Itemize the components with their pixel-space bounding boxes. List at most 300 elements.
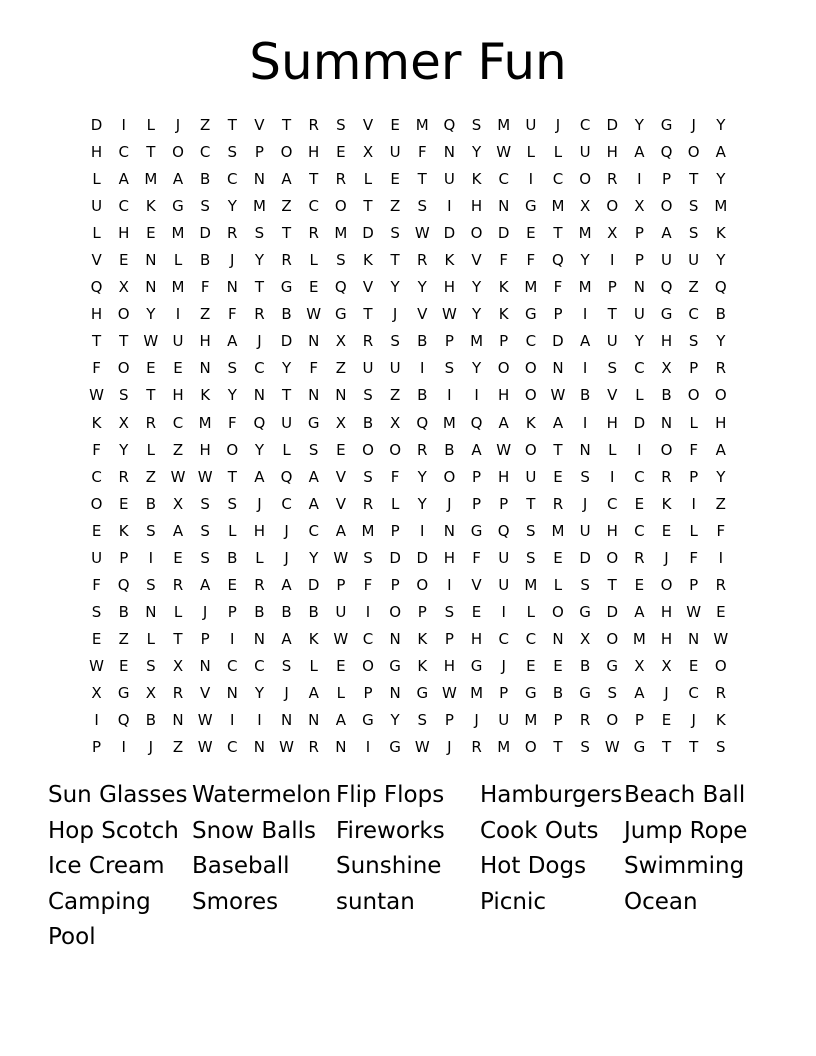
- grid-letter: W: [496, 143, 512, 162]
- grid-letter: M: [524, 711, 538, 730]
- grid-letter: O: [606, 197, 619, 216]
- grid-letter: R: [362, 494, 374, 513]
- grid-letter: T: [146, 386, 156, 405]
- grid-letter: P: [689, 467, 699, 486]
- grid-letter: S: [526, 521, 536, 540]
- grid-letter: T: [526, 494, 536, 513]
- grid-letter: Q: [470, 413, 483, 432]
- grid-letter: K: [417, 656, 428, 675]
- grid-letter: U: [389, 143, 401, 162]
- grid-letter: E: [661, 711, 672, 730]
- grid-letter: I: [175, 305, 181, 324]
- word-list-item: Hot Dogs: [480, 853, 587, 880]
- grid-row: [83, 410, 735, 437]
- grid-row: [83, 247, 735, 274]
- grid-letter: E: [634, 575, 645, 594]
- grid-letter: H: [498, 467, 510, 486]
- grid-letter: S: [91, 602, 102, 621]
- grid-letter: B: [199, 170, 211, 189]
- grid-letter: G: [307, 413, 320, 432]
- grid-letter: F: [200, 278, 210, 297]
- grid-letter: M: [524, 278, 538, 297]
- grid-letter: J: [501, 656, 506, 675]
- grid-letter: A: [579, 332, 591, 351]
- grid-letter: S: [200, 521, 210, 540]
- grid-letter: E: [553, 548, 563, 567]
- grid-letter: A: [254, 467, 265, 486]
- grid-letter: I: [691, 494, 696, 513]
- grid-letter: N: [199, 656, 211, 675]
- grid-letter: Z: [199, 116, 211, 134]
- grid-letter: V: [335, 467, 346, 486]
- grid-letter: P: [634, 711, 644, 730]
- grid-letter: S: [363, 386, 373, 405]
- grid-letter: B: [444, 440, 455, 459]
- grid-letter: T: [91, 332, 102, 351]
- grid-letter: N: [145, 278, 157, 297]
- grid-letter: X: [661, 359, 672, 378]
- grid-letter: T: [689, 738, 699, 757]
- grid-letter: O: [687, 143, 700, 162]
- grid-letter: B: [661, 386, 672, 405]
- grid-letter: H: [660, 629, 673, 648]
- grid-letter: R: [607, 170, 618, 189]
- grid-letter: H: [606, 143, 618, 162]
- grid-letter: W: [89, 656, 104, 675]
- word-list-item: Sun Glasses: [48, 782, 188, 808]
- grid-letter: D: [552, 332, 564, 351]
- grid-letter: T: [689, 170, 699, 189]
- grid-letter: Q: [117, 711, 130, 730]
- grid-letter: I: [365, 602, 371, 621]
- grid-row: [83, 491, 735, 518]
- grid-letter: D: [307, 575, 320, 594]
- word-list-item: Swimming: [624, 853, 745, 880]
- grid-letter: A: [634, 602, 645, 621]
- grid-letter: X: [607, 224, 618, 243]
- grid-letter: J: [691, 116, 696, 134]
- grid-letter: E: [526, 224, 536, 243]
- grid-letter: C: [118, 197, 129, 216]
- grid-letter: F: [526, 251, 536, 270]
- grid-letter: S: [580, 575, 590, 594]
- grid-letter: O: [660, 575, 673, 594]
- grid-letter: B: [579, 386, 591, 405]
- grid-letter: R: [715, 575, 727, 594]
- grid-letter: G: [525, 683, 537, 702]
- grid-letter: W: [550, 386, 566, 405]
- grid-letter: I: [257, 711, 262, 730]
- grid-letter: E: [661, 521, 672, 540]
- grid-letter: S: [146, 521, 156, 540]
- grid-letter: L: [689, 521, 698, 540]
- grid-letter: J: [230, 251, 235, 270]
- grid-letter: Q: [660, 278, 673, 297]
- grid-letter: B: [281, 602, 292, 621]
- grid-letter: W: [143, 332, 159, 351]
- grid-letter: R: [715, 683, 727, 702]
- grid-letter: C: [118, 143, 129, 162]
- word-list-item: Ice Cream: [48, 853, 165, 880]
- grid-letter: E: [308, 278, 319, 297]
- grid-letter: W: [197, 738, 213, 757]
- grid-row: [83, 572, 735, 599]
- grid-letter: A: [498, 413, 509, 432]
- grid-letter: N: [579, 440, 591, 459]
- grid-letter: X: [634, 656, 645, 675]
- grid-letter: I: [528, 170, 534, 189]
- puzzle-title: Summer Fun: [249, 33, 567, 91]
- grid-letter: Y: [119, 440, 129, 459]
- grid-letter: T: [607, 305, 617, 324]
- grid-letter: O: [660, 197, 673, 216]
- grid-letter: L: [336, 683, 346, 702]
- grid-letter: G: [470, 656, 483, 675]
- grid-letter: A: [471, 440, 482, 459]
- grid-row: [83, 437, 735, 464]
- word-list-item: Fireworks: [336, 817, 445, 844]
- grid-letter: E: [118, 494, 129, 513]
- grid-letter: S: [444, 359, 455, 378]
- grid-letter: H: [253, 521, 266, 540]
- grid-letter: X: [335, 413, 346, 432]
- grid-letter: D: [90, 116, 103, 134]
- grid-letter: P: [472, 494, 482, 513]
- grid-letter: U: [498, 575, 510, 594]
- grid-letter: W: [686, 602, 702, 621]
- grid-letter: E: [526, 656, 536, 675]
- grid-letter: L: [309, 656, 318, 675]
- grid-letter: H: [660, 332, 673, 351]
- grid-row: [83, 274, 735, 301]
- word-list-item: Pool: [48, 924, 96, 951]
- grid-letter: S: [688, 224, 699, 243]
- grid-letter: I: [420, 359, 425, 378]
- grid-letter: Z: [688, 278, 699, 297]
- grid-letter: Q: [117, 575, 130, 594]
- grid-letter: G: [389, 738, 401, 757]
- grid-letter: S: [688, 332, 699, 351]
- grid-letter: O: [579, 170, 591, 189]
- grid-letter: G: [416, 683, 429, 702]
- grid-letter: O: [606, 629, 619, 648]
- word-list: [48, 778, 768, 956]
- grid-letter: M: [470, 683, 484, 702]
- grid-letter: B: [362, 413, 374, 432]
- grid-letter: B: [715, 305, 726, 324]
- grid-letter: C: [498, 170, 509, 189]
- grid-letter: M: [578, 224, 592, 243]
- grid-letter: P: [363, 683, 373, 702]
- grid-letter: T: [363, 197, 373, 216]
- grid-letter: O: [172, 143, 184, 162]
- grid-letter: C: [308, 197, 319, 216]
- grid-letter: P: [472, 467, 482, 486]
- grid-letter: Y: [417, 494, 427, 513]
- grid-letter: T: [390, 251, 400, 270]
- grid-letter: N: [552, 359, 564, 378]
- grid-letter: S: [580, 467, 590, 486]
- grid-letter: R: [308, 738, 319, 757]
- grid-letter: H: [443, 278, 456, 297]
- grid-letter: F: [227, 413, 237, 432]
- grid-letter: J: [691, 711, 696, 730]
- grid-letter: O: [334, 197, 347, 216]
- grid-letter: S: [200, 197, 210, 216]
- grid-letter: I: [94, 711, 99, 730]
- grid-letter: W: [441, 683, 457, 702]
- grid-letter: M: [171, 278, 185, 297]
- grid-letter: N: [552, 629, 564, 648]
- grid-letter: N: [145, 602, 157, 621]
- grid-letter: S: [607, 683, 617, 702]
- grid-letter: W: [89, 386, 104, 405]
- grid-letter: O: [524, 386, 537, 405]
- grid-letter: O: [524, 738, 537, 757]
- grid-letter: X: [145, 683, 156, 702]
- word-list-item: Watermelon: [192, 782, 332, 808]
- grid-letter: P: [92, 738, 102, 757]
- grid-letter: C: [634, 521, 645, 540]
- grid-letter: I: [610, 467, 615, 486]
- grid-letter: X: [172, 656, 184, 675]
- grid-letter: S: [417, 711, 428, 730]
- grid-letter: P: [499, 494, 509, 513]
- grid-letter: L: [282, 440, 291, 459]
- grid-letter: R: [172, 575, 184, 594]
- grid-letter: M: [714, 197, 728, 216]
- grid-letter: L: [146, 116, 156, 134]
- word-list-item: Baseball: [192, 853, 290, 880]
- grid-letter: J: [284, 683, 289, 702]
- grid-letter: V: [362, 278, 374, 297]
- grid-row: [83, 707, 735, 734]
- grid-letter: B: [145, 494, 156, 513]
- grid-letter: C: [254, 359, 265, 378]
- grid-letter: Y: [146, 305, 156, 324]
- grid-row: [83, 680, 735, 707]
- grid-letter: B: [417, 332, 428, 351]
- grid-letter: V: [471, 251, 482, 270]
- grid-letter: S: [200, 548, 210, 567]
- grid-letter: R: [715, 359, 727, 378]
- grid-letter: A: [661, 224, 672, 243]
- grid-letter: S: [200, 494, 210, 513]
- grid-letter: F: [716, 521, 726, 540]
- grid-letter: X: [389, 413, 401, 432]
- grid-letter: S: [444, 602, 455, 621]
- grid-letter: P: [390, 521, 400, 540]
- grid-letter: R: [579, 711, 591, 730]
- grid-letter: P: [444, 711, 454, 730]
- word-list-item: Ocean: [624, 888, 698, 915]
- grid-letter: Y: [471, 143, 482, 162]
- grid-letter: S: [336, 116, 346, 134]
- grid-letter: R: [308, 116, 319, 134]
- grid-letter: F: [689, 440, 698, 459]
- grid-letter: Z: [172, 440, 184, 459]
- grid-letter: W: [414, 738, 430, 757]
- word-list-item: Flip Flops: [336, 782, 445, 808]
- grid-letter: N: [389, 629, 401, 648]
- grid-row: [83, 734, 735, 761]
- grid-row: [83, 653, 735, 680]
- grid-letter: X: [579, 197, 591, 216]
- grid-letter: A: [227, 332, 238, 351]
- grid-row: [83, 139, 735, 166]
- grid-letter: H: [606, 413, 618, 432]
- grid-letter: C: [579, 116, 591, 134]
- grid-row: [83, 166, 735, 193]
- word-list-item: Hamburgers: [480, 782, 623, 808]
- grid-letter: N: [280, 711, 293, 730]
- grid-letter: B: [281, 305, 292, 324]
- grid-letter: B: [254, 602, 265, 621]
- grid-letter: P: [200, 629, 210, 648]
- grid-letter: T: [553, 440, 563, 459]
- grid-letter: Q: [334, 278, 347, 297]
- word-list-item: suntan: [336, 888, 415, 915]
- grid-letter: G: [633, 738, 646, 757]
- grid-letter: I: [230, 711, 235, 730]
- grid-letter: O: [660, 440, 673, 459]
- grid-letter: A: [715, 143, 726, 162]
- grid-letter: O: [90, 494, 103, 513]
- grid-letter: M: [551, 521, 565, 540]
- grid-letter: S: [146, 656, 156, 675]
- grid-letter: L: [146, 629, 156, 648]
- grid-letter: X: [91, 683, 102, 702]
- grid-letter: E: [553, 467, 563, 486]
- grid-letter: M: [198, 413, 212, 432]
- grid-letter: N: [308, 711, 320, 730]
- grid-letter: R: [362, 332, 374, 351]
- grid-letter: C: [227, 656, 238, 675]
- grid-letter: R: [172, 683, 184, 702]
- grid-letter: U: [579, 521, 591, 540]
- word-list-item: Cook Outs: [480, 817, 599, 844]
- grid-letter: H: [308, 143, 320, 162]
- grid-letter: I: [365, 738, 371, 757]
- grid-letter: U: [335, 602, 347, 621]
- grid-letter: K: [498, 278, 509, 297]
- grid-letter: R: [281, 251, 292, 270]
- grid-letter: G: [660, 116, 673, 134]
- grid-letter: K: [145, 197, 156, 216]
- grid-letter: K: [444, 251, 455, 270]
- grid-letter: I: [420, 521, 425, 540]
- grid-letter: P: [499, 683, 509, 702]
- grid-letter: Y: [716, 170, 726, 189]
- grid-letter: U: [91, 197, 103, 216]
- grid-letter: N: [172, 711, 184, 730]
- grid-letter: F: [227, 305, 237, 324]
- grid-letter: U: [525, 116, 537, 134]
- grid-letter: A: [172, 170, 184, 189]
- grid-letter: T: [227, 467, 237, 486]
- grid-letter: Y: [254, 683, 264, 702]
- grid-letter: F: [92, 575, 101, 594]
- grid-letter: L: [689, 413, 698, 432]
- grid-letter: W: [197, 711, 213, 730]
- grid-letter: S: [688, 197, 699, 216]
- grid-letter: N: [633, 278, 645, 297]
- grid-letter: N: [145, 251, 157, 270]
- grid-letter: O: [470, 224, 483, 243]
- grid-letter: J: [664, 683, 669, 702]
- grid-letter: E: [390, 170, 400, 189]
- grid-letter: J: [257, 332, 262, 351]
- grid-letter: Y: [227, 386, 237, 405]
- grid-row: [83, 626, 735, 653]
- grid-letter: S: [308, 440, 319, 459]
- grid-letter: W: [333, 629, 349, 648]
- grid-letter: L: [309, 251, 318, 270]
- grid-letter: O: [606, 548, 619, 567]
- grid-letter: Y: [634, 332, 644, 351]
- grid-letter: Y: [716, 251, 726, 270]
- grid-letter: O: [524, 440, 537, 459]
- grid-row: [83, 545, 735, 572]
- grid-letter: Y: [227, 197, 237, 216]
- grid-letter: W: [170, 467, 186, 486]
- grid-letter: T: [281, 224, 292, 243]
- word-list-item: Camping: [48, 888, 151, 915]
- grid-letter: E: [634, 494, 645, 513]
- grid-letter: T: [607, 575, 617, 594]
- grid-letter: C: [199, 143, 211, 162]
- grid-letter: U: [498, 711, 510, 730]
- grid-letter: P: [254, 143, 264, 162]
- grid-letter: R: [471, 738, 482, 757]
- grid-letter: D: [362, 224, 374, 243]
- grid-letter: O: [389, 440, 402, 459]
- grid-letter: X: [118, 413, 129, 432]
- grid-letter: F: [553, 278, 563, 297]
- grid-letter: Y: [716, 332, 726, 351]
- grid-letter: V: [417, 305, 428, 324]
- grid-letter: R: [552, 494, 564, 513]
- grid-letter: Y: [417, 278, 427, 297]
- grid-letter: K: [661, 494, 672, 513]
- grid-letter: E: [173, 548, 183, 567]
- grid-letter: P: [553, 711, 563, 730]
- grid-letter: N: [443, 143, 456, 162]
- grid-letter: R: [417, 251, 428, 270]
- grid-letter: Q: [552, 251, 564, 270]
- grid-letter: K: [363, 251, 373, 270]
- grid-letter: G: [660, 305, 673, 324]
- grid-letter: S: [607, 359, 617, 378]
- grid-letter: H: [470, 629, 483, 648]
- grid-letter: P: [119, 548, 129, 567]
- grid-letter: I: [501, 602, 506, 621]
- grid-letter: Z: [281, 197, 292, 216]
- grid-letter: O: [443, 467, 456, 486]
- grid-letter: Y: [716, 116, 726, 134]
- grid-letter: I: [121, 116, 126, 134]
- grid-letter: P: [499, 332, 509, 351]
- grid-letter: N: [688, 629, 700, 648]
- grid-letter: B: [417, 386, 428, 405]
- grid-letter: R: [335, 170, 347, 189]
- grid-letter: N: [253, 738, 266, 757]
- grid-letter: O: [552, 602, 564, 621]
- grid-letter: Y: [390, 711, 400, 730]
- grid-letter: U: [172, 332, 184, 351]
- grid-row: [83, 382, 735, 409]
- grid-letter: M: [361, 521, 375, 540]
